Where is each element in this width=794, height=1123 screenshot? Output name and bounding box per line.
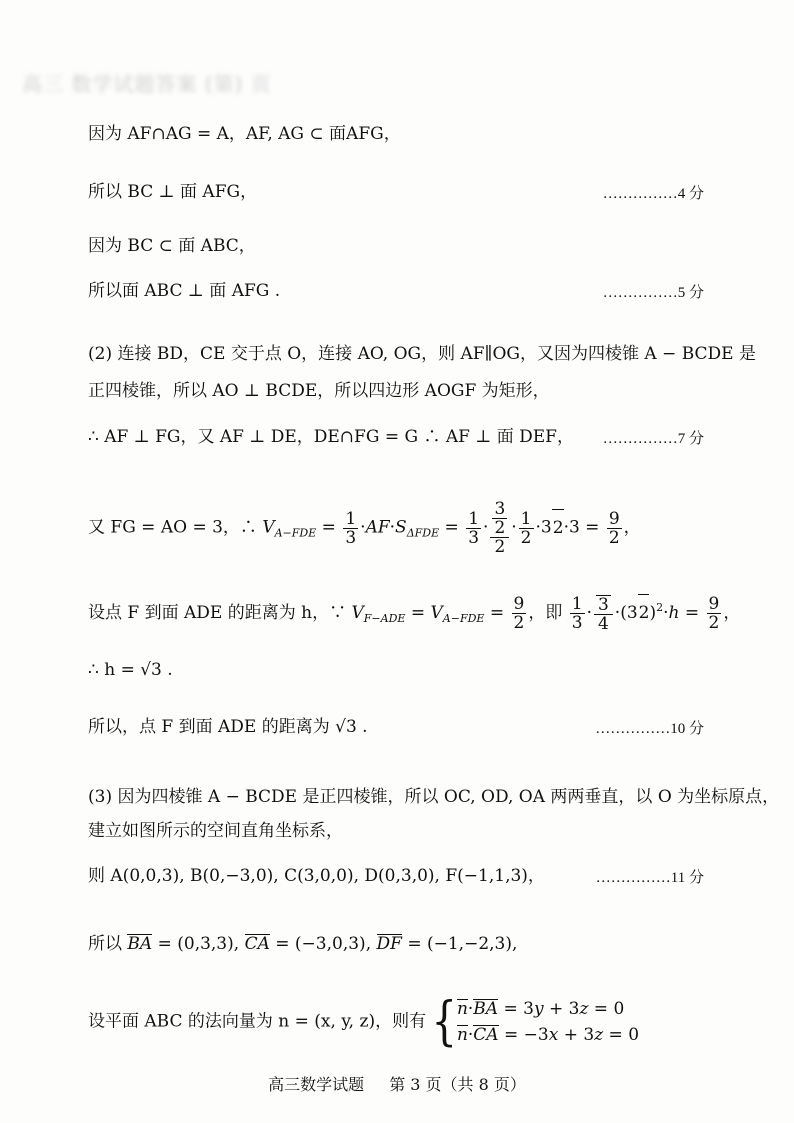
normal-prefix: 设平面 ABC 的法向量为 n = (x, y, z)，则有 — [88, 1011, 427, 1032]
equation-system: n·BA = 3y + 3z = 0 n·CA = −3x + 3z = 0 — [456, 999, 640, 1045]
proof-line-4: 所以面 ABC ⊥ 面 AFG . — [88, 281, 281, 301]
vectors-prefix: 所以 — [88, 934, 122, 954]
volume-formula-line: 又 FG = AO = 3，∴ $V_{A-FDE}$ = $\frac{1}{3}$ $\cdot AF\cdot S_{\Delta FDE}$ = $\frac{1}{3}$ · 3 2 2 · $\frac{1}{2}$ ·32·3 = $\frac{9}{2}$ ， — [88, 499, 641, 557]
proof-line-1: 因为 AF∩AG = A，AF, AG ⊂ 面AFG， — [88, 124, 401, 144]
score-11: ……………11 分 — [595, 870, 704, 886]
normal-vector-line: 设平面 ABC 的法向量为 n = (x, y, z)，则有 { n·BA = 3y + 3z = 0 n·CA = −3x + 3z = 0 — [88, 992, 640, 1052]
page-footer — [0, 1072, 794, 1095]
score-7: ……………7 分 — [602, 431, 704, 447]
part3-line-2: 建立如图所示的空间直角坐标系， — [88, 821, 343, 841]
proof-line-3: 因为 BC ⊂ 面 ABC， — [88, 236, 256, 256]
score-10: ……………10 分 — [595, 721, 704, 737]
score-4: ……………4 分 — [602, 186, 704, 202]
blurred-header: 高三 数学试题答案 (第) 页 — [22, 72, 272, 96]
score-5: ……………5 分 — [602, 285, 704, 301]
part3-line-1: (3) 因为四棱锥 A − BCDE 是正四棱锥，所以 OC, OD, OA 两两垂直，以 O 为坐标原点， — [88, 787, 780, 807]
footer-title: 高三数学试题 — [268, 1075, 365, 1094]
proof-line-2: 所以 BC ⊥ 面 AFG， — [88, 182, 258, 202]
distance-equation-line: 设点 F 到面 ADE 的距离为 h，∵ $V_{F-ADE} = V_{A-FDE}$ = $\frac{9}{2}$ ，即 $\frac{1}{3}$ · $\frac{3}{4}$ $\cdot(32)^2\cdot h$ = $\frac{9}{2}$ ， — [88, 594, 741, 634]
footer-page-number: 第 3 页（共 8 页） — [389, 1075, 526, 1094]
distance-conclusion-line: 所以，点 F 到面 ADE 的距离为 √3 . — [88, 717, 368, 737]
part2-line-2: 正四棱锥，所以 AO ⊥ BCDE，所以四边形 AOGF 为矩形， — [88, 381, 550, 401]
part2-line-3: ∴ AF ⊥ FG，又 AF ⊥ DE，DE∩FG = G ∴ AF ⊥ 面 DEF， — [88, 427, 574, 447]
part2-line-1: (2) 连接 BD，CE 交于点 O，连接 AO, OG，则 AF∥OG，又因为四棱锥 A − BCDE 是 — [88, 344, 756, 364]
h-result-line: ∴ h = √3 . — [88, 660, 173, 680]
fraction-1-3: $\frac{1}{3}$ — [345, 508, 357, 548]
distance-prefix: 设点 F 到面 ADE 的距离为 h，∵ — [88, 603, 347, 623]
coordinates-line: 则 A(0,0,3), B(0,−3,0), C(3,0,0), D(0,3,0), F(−1,1,3)， — [88, 866, 545, 886]
volume-prefix: 又 FG = AO = 3，∴ — [88, 517, 257, 538]
vectors-line: 所以 BA = (0,3,3), CA = (−3,0,3), DF = (−1,−2,3), — [88, 934, 518, 954]
